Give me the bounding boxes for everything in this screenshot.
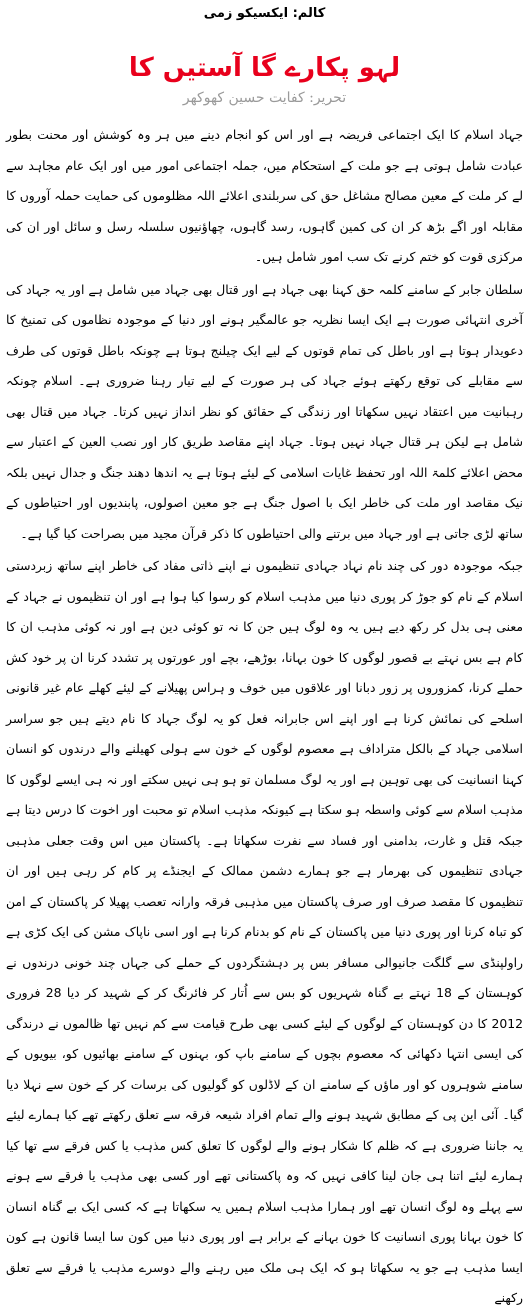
paragraph-3: جبکہ موجودہ دور کی چند نام نہاد جہادی تنظیموں نے اپنے ذاتی مفاد کی خاطر اپنے ساتھ زبردستی اسلام کے نام کو جوڑ کر پوری دنیا میں مذہب اسلام کو رسوا کیا ہوا ہے اور ان تنظیموں نے جہاد کے معنی ہی بدل کر رکھ دیے ہیں یہ وہ لوگ ہیں جن کا نہ تو کوئی دین ہے اور نہ کوئی مذہب ان کا کام ہے بس نہتے بے قصور لوگوں کا خون بہانا، بوڑھے، بچے اور عورتوں پر تشدد کرنا ان پر خود کش حملے کرنا، کمزوروں پر زور دبانا اور علاقوں میں خوف و ہراس پھیلانے کے لیئے کھلے عام غیر قانونی اسلحے کی نمائش کرنا ہے اور اپنے اس جابرانہ فعل کو یہ لوگ جہاد کا نام دیتے ہیں جو سراسر اسلامی جہاد کے بالکل متراداف ہے معصوم لوگوں کے خون سے ہولی کھیلنے والے درندوں کو انسان کہنا انسانیت کی بھی توہین ہے اور یہ لوگ مسلمان تو ہو ہی نہیں سکتے اور نہ ہی ایسے لوگوں کا مذہب اسلام سے کوئی واسطہ ہو سکتا ہے کیونکہ مذہب اسلام تو محبت اور اخوت کا درس دیتا ہے جبکہ قتل و غارت، بدامنی اور فساد سے نفرت سکھاتا ہے۔ پاکستان میں اس وقت جعلی مذہبی جہادی تنظیموں کی بھرمار ہے جو ہمارے دشمن ممالک کے ایجنڈے پر کام کر رہی ہیں اور ان تنظیموں کا مقصد صرف اور صرف پاکستان میں مذہبی فرقہ وارانہ تعصب پھیلا کر پاکستان کے امن کو تباہ کرنا اور پوری دنیا میں پاکستان کے نام کو بدنام کرنا ہے اور اسی ناپاک مشن کی ایک کڑی ہے راولپنڈی سے گلگت جانیوالی مسافر بس پر دہشتگردوں کے حملے کی جہاں چند خونی درندوں نے کوہستان کے 18 نہتے بے گناہ شہریوں کو بس سے اُتار کر فائرنگ کر کے شہید کر دیا 28 فروری 2012 کا دن کوہستان کے لوگوں کے لیئے کسی بھی طرح قیامت سے کم نہیں تھا ظالموں نے درندگی کی ایسی انتہا دکھائی کہ معصوم بچوں کے سامنے باپ کو، بہنوں کے سامنے بھائیوں کو، بیویوں کے سامنے شوہروں کو اور ماؤں کے سامنے ان کے لاڈلوں کو گولیوں کی برسات کر کے خون سے نہلا دیا گیا۔ آئی این پی کے مطابق شہید ہونے والے تمام افراد شیعہ فرقہ سے تعلق رکھتے تھے کیا ہمارے لیئے یہ جاننا ضروری ہے کہ ظلم کا شکار ہونے والے لوگوں کا تعلق کس مذہب یا کس فرقے سے تھا کیا ہمارے لیئے اتنا ہی جان لینا کافی نہیں کہ وہ پاکستانی تھے اور کسی بھی مذہب یا فرقے سے ہونے سے پہلے وہ لوگ انسان تھے اور ہمارا مذہب اسلام ہمیں یہ سکھاتا ہے کہ کسی ایک بے گناہ انسان کا خون بہانا پوری انسانیت کا خون بہانے کے برابر ہے اور پوری دنیا میں کون سا ایسا قانون ہے کون ایسا مذہب ہے جو یہ سکھاتا ہو کہ ایک ہی ملک میں رہنے والے دوسرے مذہب یا فرقے سے تعلق رکھنے <box>6 558 523 1305</box>
headline: لہو پکارے گا آستیں کا <box>128 53 401 83</box>
article-body <box>6 120 523 1316</box>
paragraph-1: جہاد اسلام کا ایک اجتماعی فریضہ ہے اور اس کو انجام دینے میں ہر وہ کوشش اور محنت بطور عبادت شامل ہوتی ہے جو ملت کے استحکام میں، جملہ اجتماعی امور میں اور ایک عام مجاہد سے لے کر ملت کے معین مصالح مشاغل حق کی سربلندی اعلائے اللہ مظلوموں کی حمایت حملہ آوروں کا مقابلہ اور اگے بڑھ کر ان کی کمین گاہوں، رسد گاہوں، چھاؤنیوں سلسلہ رسل و سائل اور ان کی مرکزی قوت کو ختم کرنے تک سب امور شامل ہیں۔ <box>6 127 523 264</box>
paragraph-2: سلطان جابر کے سامنے کلمہ حق کہنا بھی جہاد ہے اور قتال بھی جہاد میں شامل ہے اور یہ جہاد کی آخری انتہائی صورت ہے ایک ایسا نظریہ جو عالمگیر ہونے اور دنیا کے موجودہ نظاموں کی تمنیخ کا دعویدار ہوتا ہے اور باطل کی تمام قوتوں کے لیے ایک چیلنج ہوتا ہے چونکہ باطل قوتوں کی طرف سے مقابلے کی توقع رکھتے ہوئے جہاد کی ہر صورت کے لیے تیار رہنا ضروری ہے۔ اسلام چونکہ رہبانیت میں اعتقاد نہیں سکھاتا اور زندگی کے حقائق کو نظر انداز نہیں کرتا۔ جہاد میں قتال بھی شامل ہے لیکن ہر قتال جہاد نہیں ہوتا۔ جہاد اپنے مقاصد طریق کار اور نصب العین کے اعتبار سے محض اعلائے کلمۃ اللہ اور تحفظ غایات اسلامی کے لیئے ہوتا ہے یہ اندھا دھند جنگ و جدال نہیں بلکہ نیک مقاصد اور ملت کی خاطر ایک با اصول جنگ ہے جو معین اصولوں، پابندیوں اور احتیاطوں کے ساتھ لڑی جاتی ہے اور جہاد میں برتنے والی احتیاطوں کا ذکر قرآن مجید میں بصراحت کیا گیا ہے۔ <box>6 281 523 541</box>
column-label: کالم: ایکسیکو زمی <box>203 6 326 21</box>
byline: تحریر: کفایت حسین کھوکھر <box>182 90 347 106</box>
